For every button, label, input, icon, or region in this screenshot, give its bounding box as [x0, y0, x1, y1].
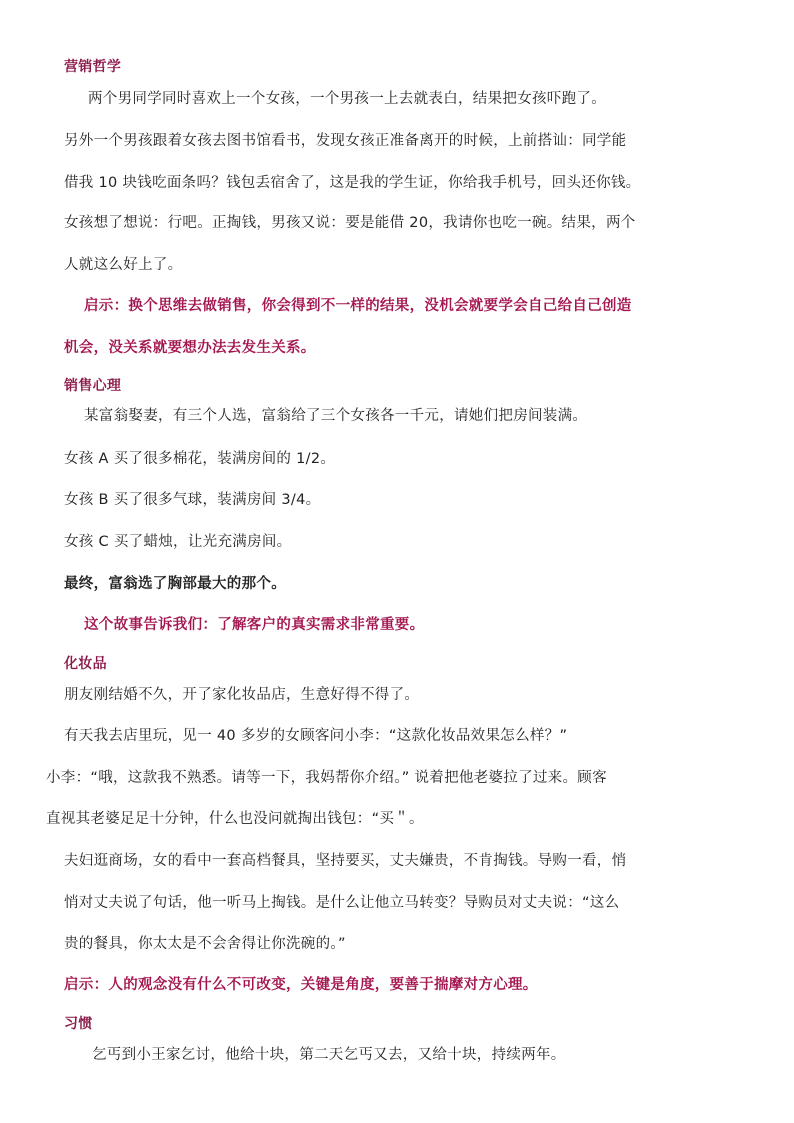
- section-heading-cosmetics: 化妆品: [64, 656, 107, 672]
- moral-line: 启示：换个思维去做销售，你会得到不一样的结果，没机会就要学会自己给自己创造: [84, 298, 632, 314]
- paragraph-line: 两个男同学同时喜欢上一个女孩，一个男孩一上去就表白，结果把女孩吓跑了。: [88, 91, 606, 107]
- paragraph-line: 有天我去店里玩，见一 40 多岁的女顾客问小李：“这款化妆品效果怎么样？”: [64, 728, 568, 744]
- paragraph-line: 乞丐到小王家乞讨，他给十块，第二天乞丐又去，又给十块，持续两年。: [92, 1047, 566, 1063]
- paragraph-line: 小李：“哦，这款我不熟悉。请等一下，我妈帮你介绍。” 说着把他老婆拉了过来。顾客: [46, 770, 607, 786]
- paragraph-line: 借我 10 块钱吃面条吗？钱包丢宿舍了，这是我的学生证，你给我手机号，回头还你钱。: [64, 175, 641, 191]
- section-heading-marketing-philosophy: 营销哲学: [64, 59, 122, 75]
- conclusion-line: 最终，富翁选了胸部最大的那个。: [64, 576, 286, 592]
- paragraph-line: 女孩 A 买了很多棉花，装满房间的 1/2。: [64, 451, 336, 467]
- paragraph-line: 直视其老婆足足十分钟，什么也没问就掏出钱包：“买＂。: [46, 811, 424, 827]
- moral-line: 机会，没关系就要想办法去发生关系。: [64, 340, 316, 356]
- paragraph-line: 某富翁娶妻，有三个人选，富翁给了三个女孩各一千元，请她们把房间装满。: [84, 408, 588, 424]
- section-heading-habit: 习惯: [64, 1016, 93, 1032]
- section-heading-sales-psychology: 销售心理: [64, 378, 122, 394]
- paragraph-line: 女孩想了想说：行吧。正掏钱，男孩又说：要是能借 20，我请你也吃一碗。结果，两个: [64, 215, 636, 231]
- moral-line: 这个故事告诉我们：了解客户的真实需求非常重要。: [84, 617, 425, 633]
- paragraph-line: 人就这么好上了。: [64, 257, 183, 273]
- paragraph-line: 朋友刚结婚不久，开了家化妆品店，生意好得不得了。: [64, 687, 420, 703]
- paragraph-line: 悄对丈夫说了句话，他一听马上掏钱。是什么让他立马转变？导购员对丈夫说：“这么: [64, 895, 620, 911]
- paragraph-line: 另外一个男孩跟着女孩去图书馆看书，发现女孩正准备离开的时候，上前搭讪：同学能: [64, 133, 627, 149]
- paragraph-line: 女孩 C 买了蜡烛，让光充满房间。: [64, 534, 292, 550]
- paragraph-line: 夫妇逛商场，女的看中一套高档餐具，坚持要买，丈夫嫌贵，不肯掏钱。导购一看，悄: [64, 853, 627, 869]
- moral-line: 启示：人的观念没有什么不可改变，关键是角度，要善于揣摩对方心理。: [64, 977, 538, 993]
- paragraph-line: 女孩 B 买了很多气球，装满房间 3/4。: [64, 492, 321, 508]
- paragraph-line: 贵的餐具，你太太是不会舍得让你洗碗的。”: [64, 936, 346, 952]
